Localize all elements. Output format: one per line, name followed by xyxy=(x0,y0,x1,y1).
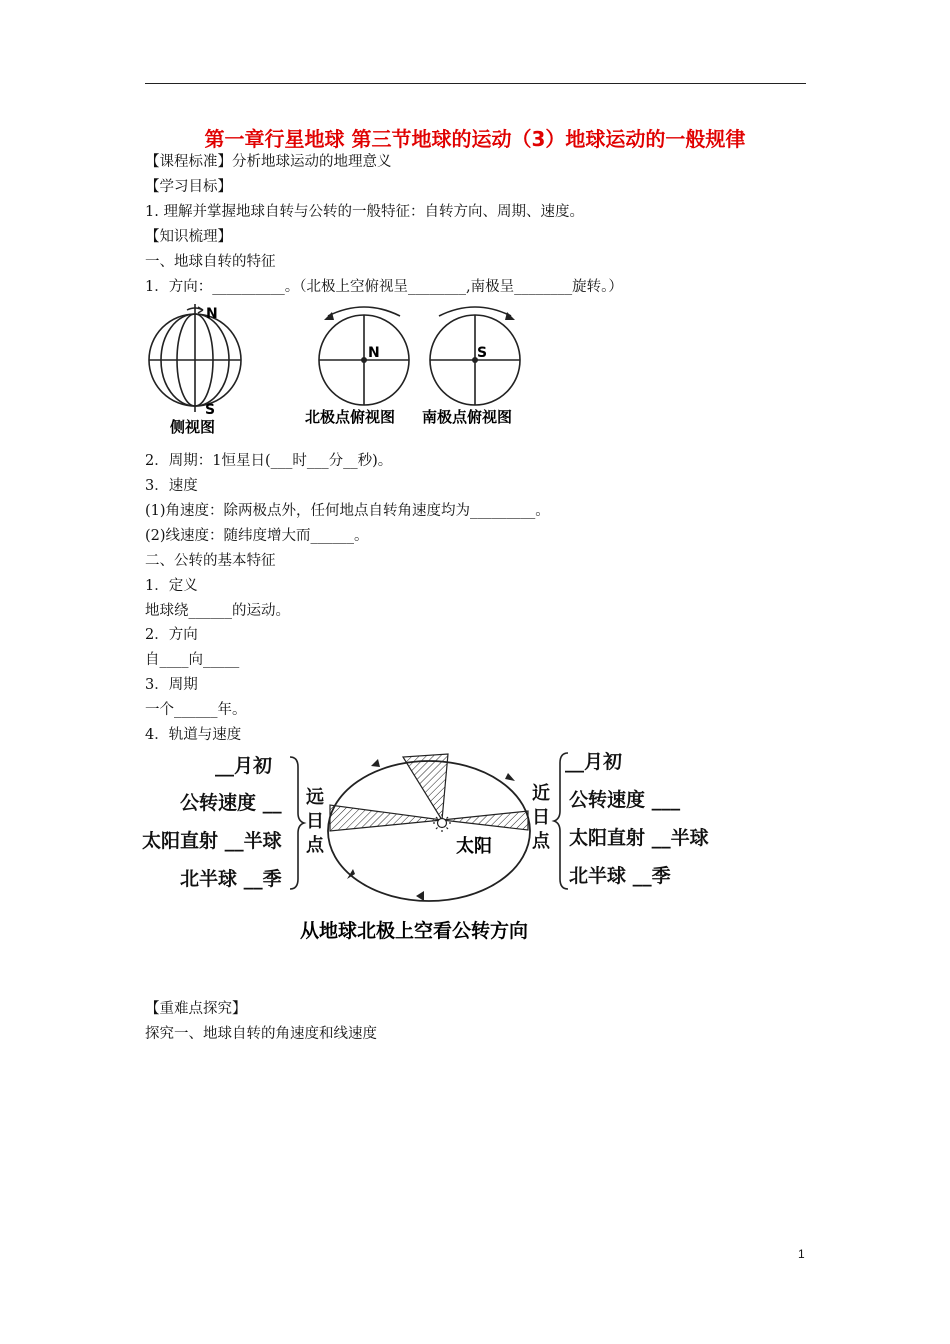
rotation-figure xyxy=(140,300,540,440)
side-view-caption: 侧视图 xyxy=(170,418,216,436)
exploration-1: 探究一、地球自转的角速度和线速度 xyxy=(145,1026,377,1042)
right-month-blank: __月初 xyxy=(565,751,623,773)
left-season-blank: 北半球 __季 xyxy=(180,868,282,890)
south-pole-label: S xyxy=(477,345,488,361)
definition-heading: 1．定义 xyxy=(145,578,198,594)
orbit-arrow-bottom xyxy=(416,891,424,901)
aphelion-char-1: 远 xyxy=(306,787,324,808)
side-view-south-label: S xyxy=(205,402,216,418)
header-rule xyxy=(145,83,806,84)
left-direct-blank: 太阳直射 __半球 xyxy=(142,830,282,852)
period-text: 一个______年。 xyxy=(145,702,247,718)
north-pole-view xyxy=(319,307,409,405)
definition-text: 地球绕______的运动。 xyxy=(145,603,290,619)
direction-text: 自____向_____ xyxy=(145,652,240,668)
north-pole-label: N xyxy=(368,345,380,361)
orbit-figure xyxy=(140,745,720,945)
aphelion-char-2: 日 xyxy=(306,811,324,832)
left-sector xyxy=(330,805,442,831)
right-direct-blank: 太阳直射 __半球 xyxy=(569,827,709,849)
key-points-heading: 【重难点探究】 xyxy=(145,1001,247,1017)
side-view-north-label: N xyxy=(206,306,218,322)
rotation-speed-heading: 3．速度 xyxy=(145,478,198,494)
perihelion-char-1: 近 xyxy=(532,783,550,804)
page-title: 第一章行星地球 第三节地球的运动（3）地球运动的一般规律 xyxy=(204,127,746,151)
rotation-period: 2．周期：1恒星日(___时___分__秒)。 xyxy=(145,453,393,469)
aphelion-char-3: 点 xyxy=(306,835,324,856)
right-brace xyxy=(554,753,568,889)
right-speed-blank: 公转速度 ___ xyxy=(569,789,681,811)
rotation-section-heading: 一、地球自转的特征 xyxy=(145,254,276,270)
perihelion-char-3: 点 xyxy=(532,831,550,852)
south-pole-caption: 南极点俯视图 xyxy=(422,408,513,426)
south-pole-view xyxy=(430,307,520,405)
orbit-arrow-top-left xyxy=(371,759,380,767)
sun-label: 太阳 xyxy=(456,836,492,857)
orbit-arrow-top-right xyxy=(505,773,515,781)
angular-speed: (1)角速度：除两极点外，任何地点自转角速度均为_________。 xyxy=(145,503,550,519)
learning-goal-1: 1. 理解并掌握地球自转与公转的一般特征：自转方向、周期、速度。 xyxy=(145,204,584,220)
orbit-speed-heading: 4．轨道与速度 xyxy=(145,727,242,743)
curriculum-standard: 【课程标准】分析地球运动的地理意义 xyxy=(145,154,392,170)
north-pole-caption: 北极点俯视图 xyxy=(305,408,396,426)
linear-speed: (2)线速度：随纬度增大而______。 xyxy=(145,528,369,544)
left-speed-blank: 公转速度 __ xyxy=(180,792,282,814)
side-view-globe xyxy=(149,304,241,412)
perihelion-char-2: 日 xyxy=(532,807,550,828)
direction-heading: 2．方向 xyxy=(145,627,198,643)
revolution-section-heading: 二、公转的基本特征 xyxy=(145,553,276,569)
left-month-blank: __月初 xyxy=(215,755,273,777)
page-number: 1 xyxy=(798,1247,805,1261)
orbit-caption: 从地球北极上空看公转方向 xyxy=(300,920,529,942)
period-heading: 3．周期 xyxy=(145,677,198,693)
left-brace xyxy=(290,757,304,889)
top-sector xyxy=(403,754,448,820)
right-sector xyxy=(442,811,528,830)
rotation-direction: 1．方向：__________。（北极上空俯视呈________,南极呈________旋转。） xyxy=(145,279,623,295)
north-pole-dot xyxy=(361,357,367,363)
knowledge-heading: 【知识梳理】 xyxy=(145,229,232,245)
right-season-blank: 北半球 __季 xyxy=(569,865,671,887)
learning-goals-heading: 【学习目标】 xyxy=(145,179,232,195)
